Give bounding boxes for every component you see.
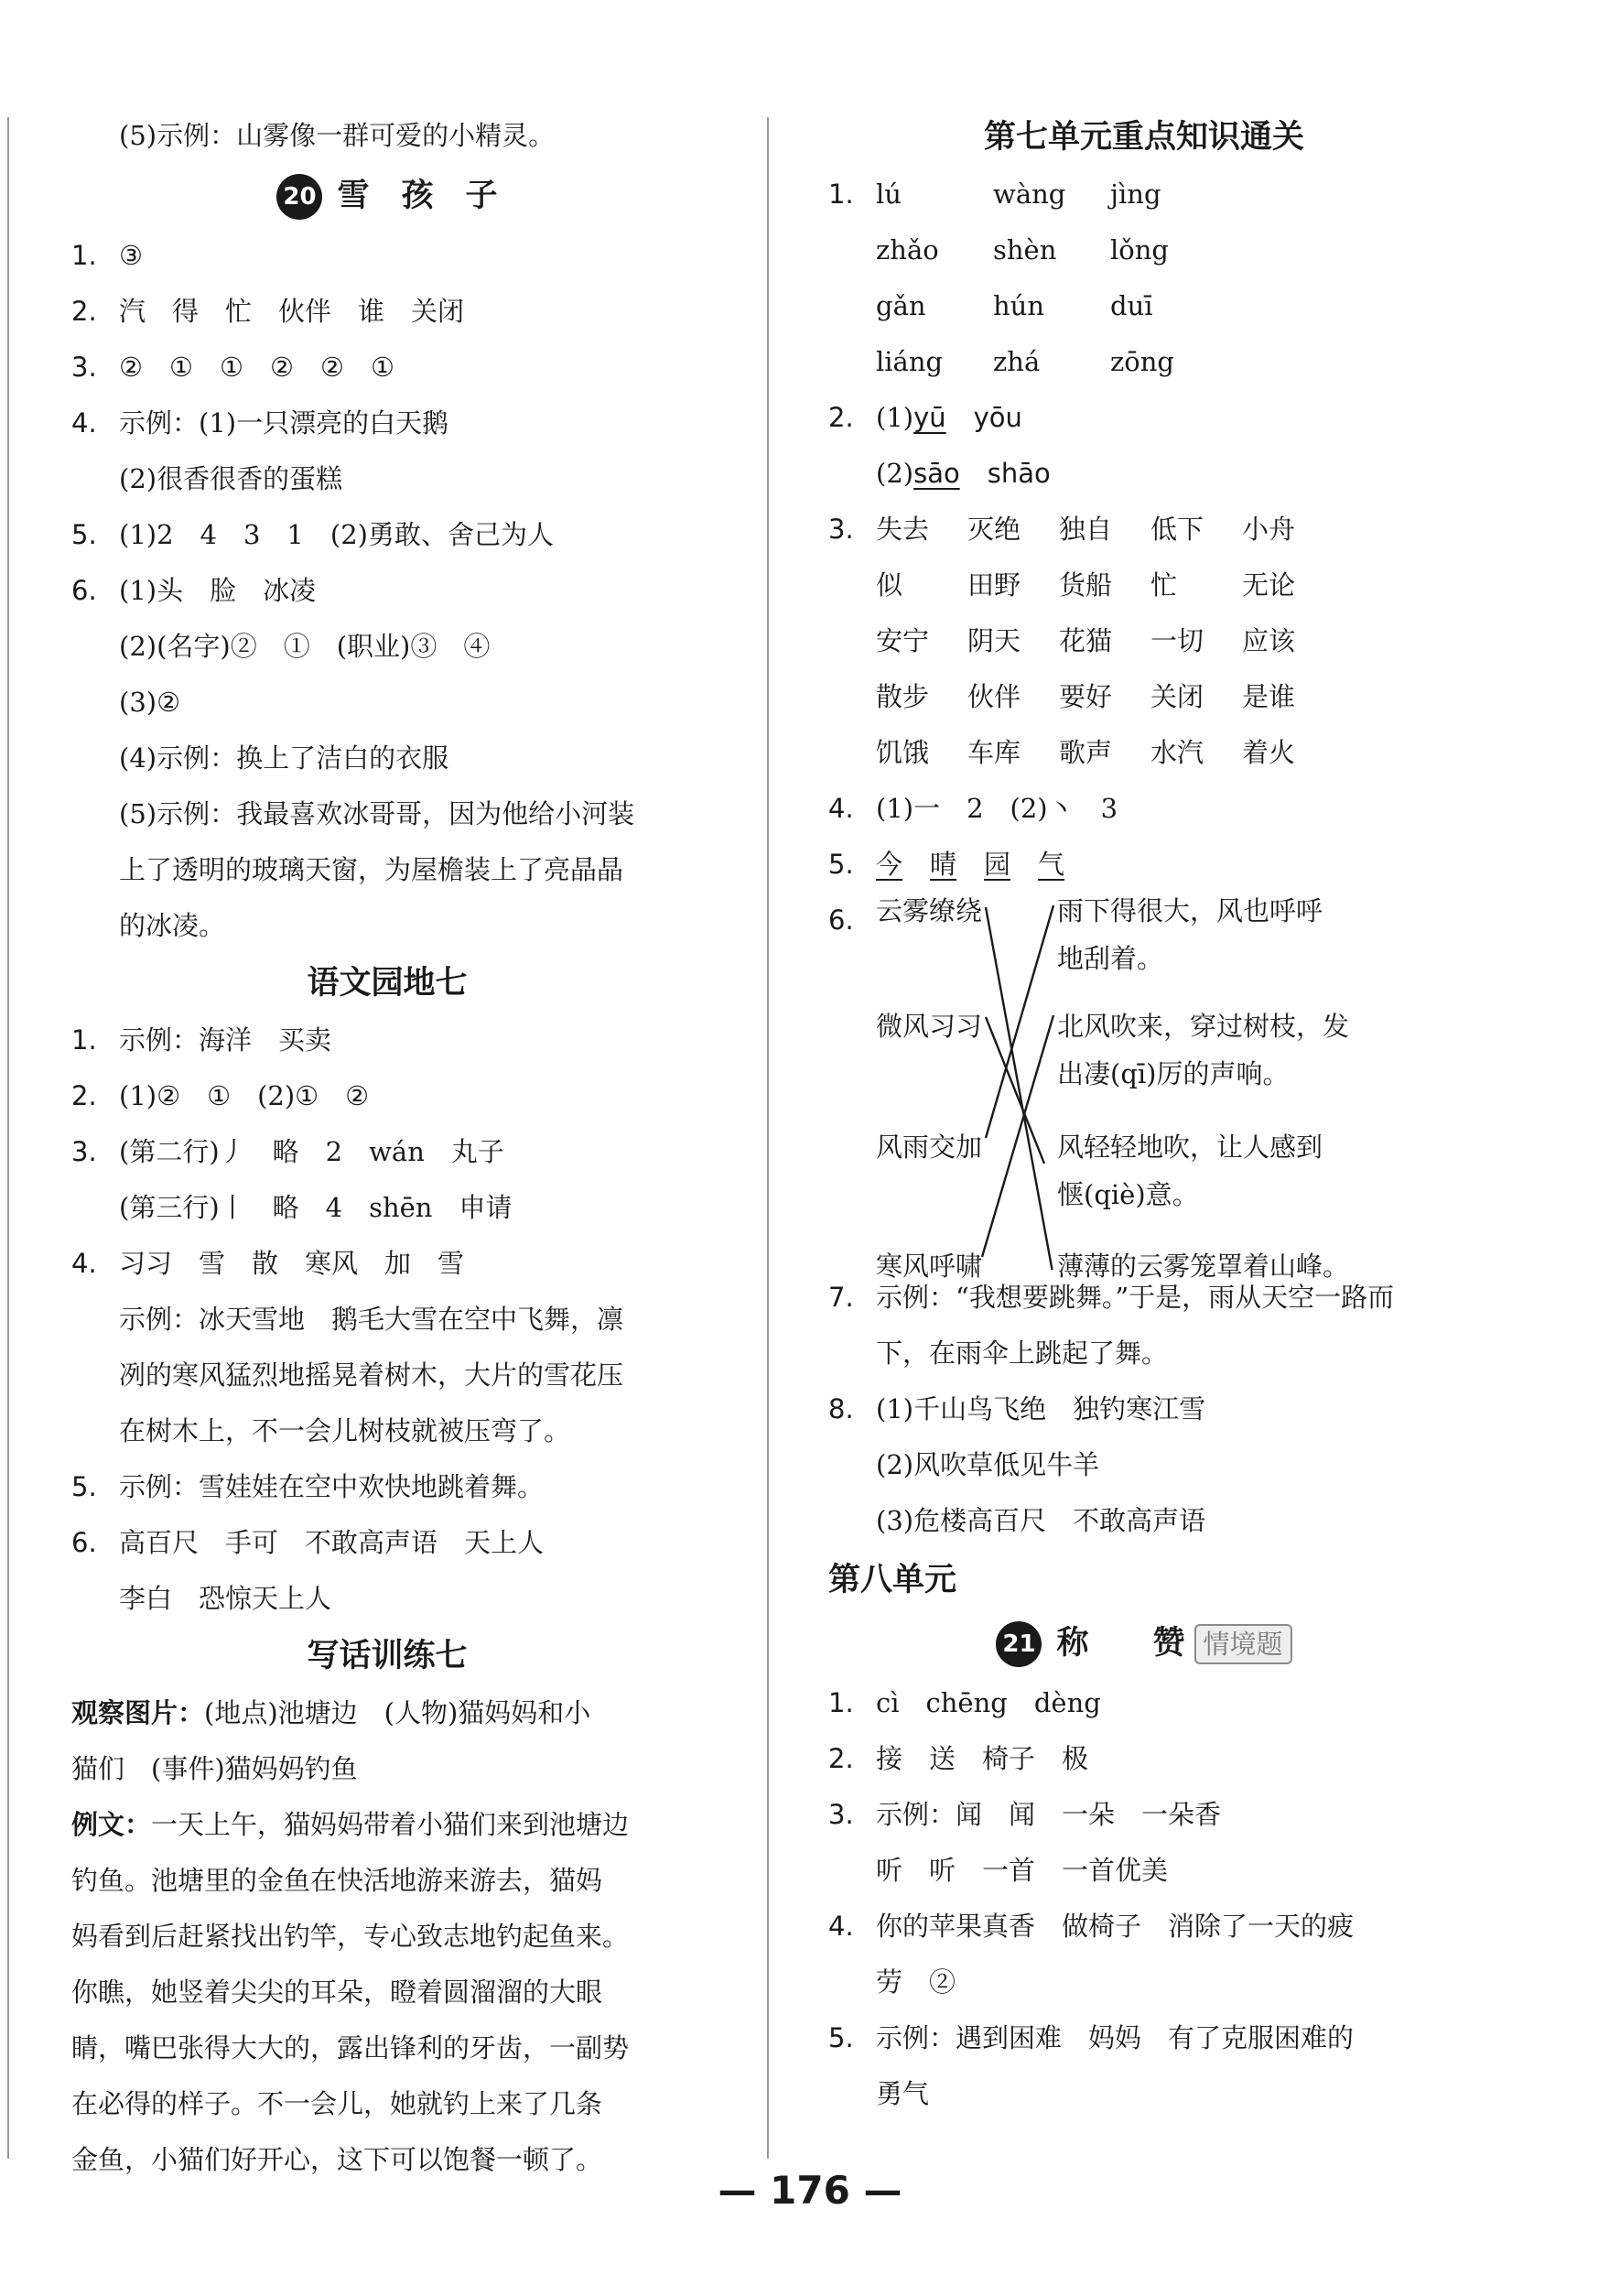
- answer-text: 劳 ②: [876, 1966, 956, 1998]
- grid-cell: 是谁: [1242, 681, 1296, 712]
- answer-line: [828, 1437, 1460, 1493]
- match-left-item: 云雾缭绕: [876, 895, 983, 926]
- answer-number: 3.: [71, 1136, 97, 1167]
- question-number: 8.: [828, 1393, 854, 1424]
- answer-text: 示例：海洋 买卖: [119, 1024, 332, 1056]
- answer-number: 4.: [828, 1911, 854, 1942]
- answer-text: 勇气: [876, 2078, 930, 2109]
- answer-line: [71, 228, 703, 284]
- answer-line: [828, 1381, 1460, 1437]
- question-number: 1.: [828, 179, 854, 210]
- q2-underlined: yū: [913, 402, 946, 433]
- match-right-item: 薄薄的云雾笼罩着山峰。: [1057, 1251, 1350, 1282]
- grid-row: [828, 558, 1460, 613]
- grid-cell: 阴天: [967, 625, 1021, 656]
- answer-text: 冽的寒风猛烈地摇晃着树木，大片的雪花压: [119, 1359, 624, 1391]
- answer-line: [828, 1493, 1460, 1549]
- answer-text: ③: [119, 240, 143, 271]
- q6-number: 6.: [828, 904, 854, 936]
- grid-cell: 低下: [1150, 514, 1204, 545]
- answer-text: 示例：遇到困难 妈妈 有了克服困难的: [876, 2022, 1355, 2053]
- answer-text: (1)千山鸟飞绝 独钓寒江雪: [876, 1393, 1206, 1424]
- lesson-21-answers: [828, 1675, 1460, 2122]
- top-line: (5)示例：山雾像一群可爱的小精灵。: [119, 120, 556, 151]
- answer-number: 3.: [71, 352, 97, 383]
- answer-number: 5.: [71, 1471, 97, 1502]
- answer-number: 4.: [71, 407, 97, 439]
- lesson-badge-21: 21: [996, 1621, 1042, 1667]
- grid-cell: wàng: [993, 179, 1066, 210]
- answer-line: [828, 1326, 1460, 1381]
- answer-line: [828, 1843, 1460, 1899]
- right-column: [828, 108, 1460, 2122]
- answer-line: [71, 1292, 703, 1348]
- match-line-1: [986, 907, 1053, 1270]
- example-label: 例文：: [71, 1809, 152, 1840]
- column-divider: [767, 117, 769, 2159]
- answer-text: 示例：雪娃娃在空中欢快地跳着舞。: [119, 1471, 545, 1502]
- answer-line: [828, 1731, 1460, 1787]
- answer-text: 汽 得 忙 伙伴 谁 关闭: [119, 296, 465, 327]
- answer-line: [828, 1787, 1460, 1843]
- essay-text: 睛，嘴巴张得大大的，露出锋利的牙齿，一副势: [71, 2032, 630, 2063]
- grid-cell: 无论: [1242, 569, 1296, 601]
- answer-number: 1.: [71, 1024, 97, 1056]
- grid-cell: 小舟: [1242, 514, 1296, 545]
- answer-number: 4.: [71, 1248, 97, 1279]
- lesson-20-answers: [71, 228, 703, 954]
- answer-line: [71, 842, 703, 898]
- grid-cell: 似: [876, 569, 903, 601]
- answer-text: 你的苹果真香 做椅子 消除了一天的疲: [876, 1911, 1355, 1942]
- answer-number: 2.: [828, 1743, 854, 1774]
- garden-7-heading: 语文园地七: [307, 965, 468, 1002]
- q5-word: 气: [1038, 849, 1065, 880]
- grid-row: [828, 167, 1460, 222]
- grid-cell: 车库: [967, 737, 1021, 768]
- unit7-q8: [828, 1381, 1460, 1549]
- answer-text: (2)(名字)② ① (职业)③ ④: [119, 631, 491, 662]
- grid-cell: 歌声: [1059, 737, 1113, 768]
- unit7-q7: [828, 1270, 1460, 1381]
- essay-line: [71, 1853, 703, 1909]
- answer-text: (3)②: [119, 687, 181, 718]
- answer-text: 示例：(1)一只漂亮的白天鹅: [119, 407, 449, 439]
- essay-line: [71, 1909, 703, 1965]
- grid-cell: shèn: [993, 234, 1057, 265]
- answer-line: [828, 1955, 1460, 2010]
- q2-rest: shāo: [987, 458, 1051, 489]
- answer-line: [828, 2066, 1460, 2122]
- q2-underlined: sāo: [913, 458, 960, 489]
- answer-line: [71, 340, 703, 395]
- answer-number: 1.: [828, 1687, 854, 1718]
- question-number: 7.: [828, 1282, 854, 1313]
- grid-cell: 水汽: [1150, 737, 1204, 768]
- grid-row: [828, 222, 1460, 278]
- grid-cell: jìng: [1110, 179, 1161, 210]
- unit7-q5: [828, 837, 1460, 893]
- grid-cell: lú: [876, 179, 902, 210]
- grid-cell: 货船: [1059, 569, 1113, 601]
- answer-text: cì chēng dèng: [876, 1687, 1101, 1718]
- answer-text: 的冰凌。: [119, 910, 226, 941]
- answer-line: [71, 731, 703, 786]
- grid-cell: 花猫: [1059, 625, 1113, 656]
- grid-cell: 散步: [876, 681, 930, 712]
- question-number: 5.: [828, 849, 854, 880]
- answer-line: [71, 1013, 703, 1068]
- answer-line: [71, 1236, 703, 1292]
- grid-row: [828, 502, 1460, 558]
- answer-line: [71, 1459, 703, 1515]
- match-right-item: 出凄(qī)厉的声响。: [1057, 1058, 1290, 1089]
- answer-line: [71, 1515, 703, 1571]
- match-right-item: 风轻轻地吹，让人感到: [1057, 1132, 1323, 1163]
- answer-number: 6.: [71, 1527, 97, 1558]
- grid-cell: gǎn: [876, 290, 926, 321]
- match-left-item: 风雨交加: [876, 1132, 983, 1163]
- answer-line: [71, 1068, 703, 1124]
- answer-text: 高百尺 手可 不敢高声语 天上人: [119, 1527, 545, 1558]
- grid-cell: liáng: [876, 346, 944, 377]
- answer-line: [828, 2010, 1460, 2066]
- match-right-item: 北风吹来，穿过树枝，发: [1057, 1011, 1350, 1042]
- answer-number: 3.: [828, 1799, 854, 1830]
- unit-8-heading: 第八单元: [828, 1562, 957, 1598]
- observe-line-1: [71, 1685, 703, 1741]
- answer-text: 示例：闻 闻 一朵 一朵香: [876, 1799, 1222, 1830]
- grid-cell: 一切: [1150, 625, 1204, 656]
- grid-cell: 田野: [967, 569, 1021, 601]
- q5-word: 今: [876, 849, 903, 880]
- essay-text: 妈看到后赶紧找出钓竿，专心致志地钓起鱼来。: [71, 1921, 630, 1952]
- answer-number: 5.: [828, 2022, 854, 2053]
- answer-line: [71, 786, 703, 842]
- answer-text: (1)2 4 3 1 (2)勇敢、舍己为人: [119, 519, 554, 550]
- question-number: 3.: [828, 514, 854, 545]
- grid-cell: 忙: [1150, 569, 1178, 601]
- grid-cell: 失去: [876, 514, 930, 545]
- q5-word: 园: [984, 849, 1011, 880]
- essay-text: 你瞧，她竖着尖尖的耳朵，瞪着圆溜溜的大眼: [71, 1977, 603, 2008]
- q2-line-2: [828, 446, 1460, 502]
- answer-text: (2)很香很香的蛋糕: [119, 463, 343, 494]
- grid-cell: 伙伴: [967, 681, 1021, 712]
- answer-line: [71, 451, 703, 507]
- lesson-21-heading: [828, 1611, 1460, 1675]
- answer-line: [71, 619, 703, 675]
- answer-number: 5.: [71, 519, 97, 550]
- answer-text: 上了透明的玻璃天窗，为屋檐装上了亮晶晶: [119, 854, 624, 885]
- answer-text: 听 听 一首 一首优美: [876, 1855, 1169, 1886]
- essay-text: 在必得的样子。不一会儿，她就钓上来了几条: [71, 2088, 603, 2119]
- page-number: — 176 —: [718, 2168, 902, 2213]
- grid-cell: hún: [993, 290, 1045, 321]
- lesson-badge-20: 20: [276, 174, 322, 220]
- grid-row: [828, 669, 1460, 725]
- answer-text: 在树木上，不一会儿树枝就被压弯了。: [119, 1415, 571, 1446]
- garden-7-answers: [71, 1013, 703, 1627]
- match-left-item: 微风习习: [876, 1011, 983, 1042]
- unit7-q3: [828, 502, 1460, 781]
- left-column: [71, 108, 703, 2188]
- grid-row: [828, 725, 1460, 781]
- lesson-20-heading: [71, 164, 703, 228]
- grid-cell: duī: [1110, 290, 1153, 321]
- answer-line: [71, 898, 703, 954]
- answer-line: [71, 1124, 703, 1180]
- match-right-item: 惬(qiè)意。: [1057, 1179, 1199, 1210]
- answer-text: 示例：冰天雪地 鹅毛大雪在空中飞舞，凛: [119, 1304, 624, 1335]
- answer-text: 接 送 椅子 极: [876, 1743, 1089, 1774]
- essay-line: [71, 2020, 703, 2076]
- unit7-q6-matching: [828, 893, 1460, 1282]
- grid-row: [828, 613, 1460, 669]
- grid-cell: 关闭: [1150, 681, 1204, 712]
- answer-line: [71, 284, 703, 340]
- q5-word: 晴: [930, 849, 957, 880]
- answer-text: (4)示例：换上了洁白的衣服: [119, 742, 449, 774]
- left-edge-rule: [7, 117, 9, 2159]
- writing-7-heading: 写话训练七: [307, 1638, 468, 1674]
- match-left-item: 寒风呼啸: [876, 1251, 983, 1282]
- grid-cell: zhǎo: [876, 234, 939, 265]
- grid-cell: zōng: [1110, 346, 1174, 377]
- essay-text: 钓鱼。池塘里的金鱼在快活地游来游去，猫妈: [71, 1865, 603, 1896]
- lesson-20-title: 雪 孩 子: [337, 178, 498, 214]
- match-right-item: 雨下得很大，风也呼呼: [1057, 895, 1323, 926]
- unit7-q1: [828, 167, 1460, 390]
- situational-tag: 情境题: [1194, 1624, 1292, 1664]
- q2-prefix: (1): [876, 402, 914, 433]
- answer-line: [828, 1675, 1460, 1731]
- grid-cell: 独自: [1059, 514, 1113, 545]
- answer-line: [71, 1180, 703, 1236]
- grid-cell: 安宁: [876, 625, 930, 656]
- answer-line: [71, 1348, 703, 1403]
- q2-rest: yōu: [973, 402, 1022, 433]
- grid-cell: 灭绝: [967, 514, 1021, 545]
- answer-text: (2)风吹草低见牛羊: [876, 1449, 1100, 1480]
- unit-7-heading: 第七单元重点知识通关: [983, 119, 1304, 156]
- essay-text: 金鱼，小猫们好开心，这下可以饱餐一顿了。: [71, 2144, 603, 2175]
- q2-prefix: (2): [876, 458, 914, 489]
- answer-line: [828, 1899, 1460, 1955]
- essay-text: 一天上午，猫妈妈带着小猫们来到池塘边: [151, 1809, 630, 1840]
- answer-text: 李白 恐惊天上人: [119, 1583, 332, 1614]
- unit7-q2: [828, 390, 1460, 502]
- answer-text: (1)头 脸 冰凌: [119, 575, 317, 606]
- answer-line: [71, 675, 703, 731]
- answer-line: [71, 1403, 703, 1459]
- match-right-item: 地刮着。: [1057, 943, 1164, 974]
- answer-text: ② ① ① ② ② ①: [119, 352, 394, 383]
- grid-cell: 着火: [1242, 737, 1296, 768]
- answer-text: (3)危楼高百尺 不敢高声语: [876, 1505, 1206, 1536]
- q2-line-1: [828, 390, 1460, 446]
- grid-cell: 应该: [1242, 625, 1296, 656]
- answer-text: (1)② ① (2)① ②: [119, 1080, 370, 1111]
- answer-line: [71, 395, 703, 451]
- grid-cell: 要好: [1059, 681, 1113, 712]
- example-essay: [71, 1797, 703, 2188]
- answer-number: 2.: [71, 1080, 97, 1111]
- answer-text: (第二行)丿 略 2 wán 丸子: [119, 1136, 504, 1167]
- grid-cell: 饥饿: [876, 737, 930, 768]
- answer-number: 2.: [71, 296, 97, 327]
- unit7-q4: 4. (1)一 2 (2)丶 3: [828, 793, 1118, 824]
- answer-text: 示例：“我想要跳舞。”于是，雨从天空一路而: [876, 1282, 1395, 1313]
- essay-line: [71, 2076, 703, 2132]
- answer-text: (5)示例：我最喜欢冰哥哥，因为他给小河装: [119, 798, 635, 829]
- grid-cell: zhá: [993, 346, 1041, 377]
- grid-cell: lǒng: [1110, 234, 1169, 265]
- observe-label: 观察图片：: [71, 1697, 205, 1728]
- answer-line: [71, 507, 703, 563]
- essay-line: [71, 1965, 703, 2020]
- question-number: 2.: [828, 402, 854, 433]
- answer-line: [71, 563, 703, 619]
- matching-lines: [828, 893, 1460, 1270]
- observe-line-2: 猫们 (事件)猫妈妈钓鱼: [71, 1753, 358, 1784]
- answer-number: 1.: [71, 240, 97, 271]
- grid-row: [828, 278, 1460, 334]
- answer-line: [71, 1571, 703, 1627]
- grid-row: [828, 334, 1460, 390]
- lesson-21-title: 称 赞: [1056, 1625, 1185, 1662]
- answer-text: 下，在雨伞上跳起了舞。: [876, 1338, 1169, 1369]
- answer-number: 6.: [71, 575, 97, 606]
- answer-text: 习习 雪 散 寒风 加 雪: [119, 1248, 465, 1279]
- essay-line: [71, 1797, 703, 1853]
- answer-text: (第三行)丨 略 4 shēn 申请: [119, 1192, 513, 1223]
- observe-text-1: (地点)池塘边 (人物)猫妈妈和小: [204, 1697, 591, 1728]
